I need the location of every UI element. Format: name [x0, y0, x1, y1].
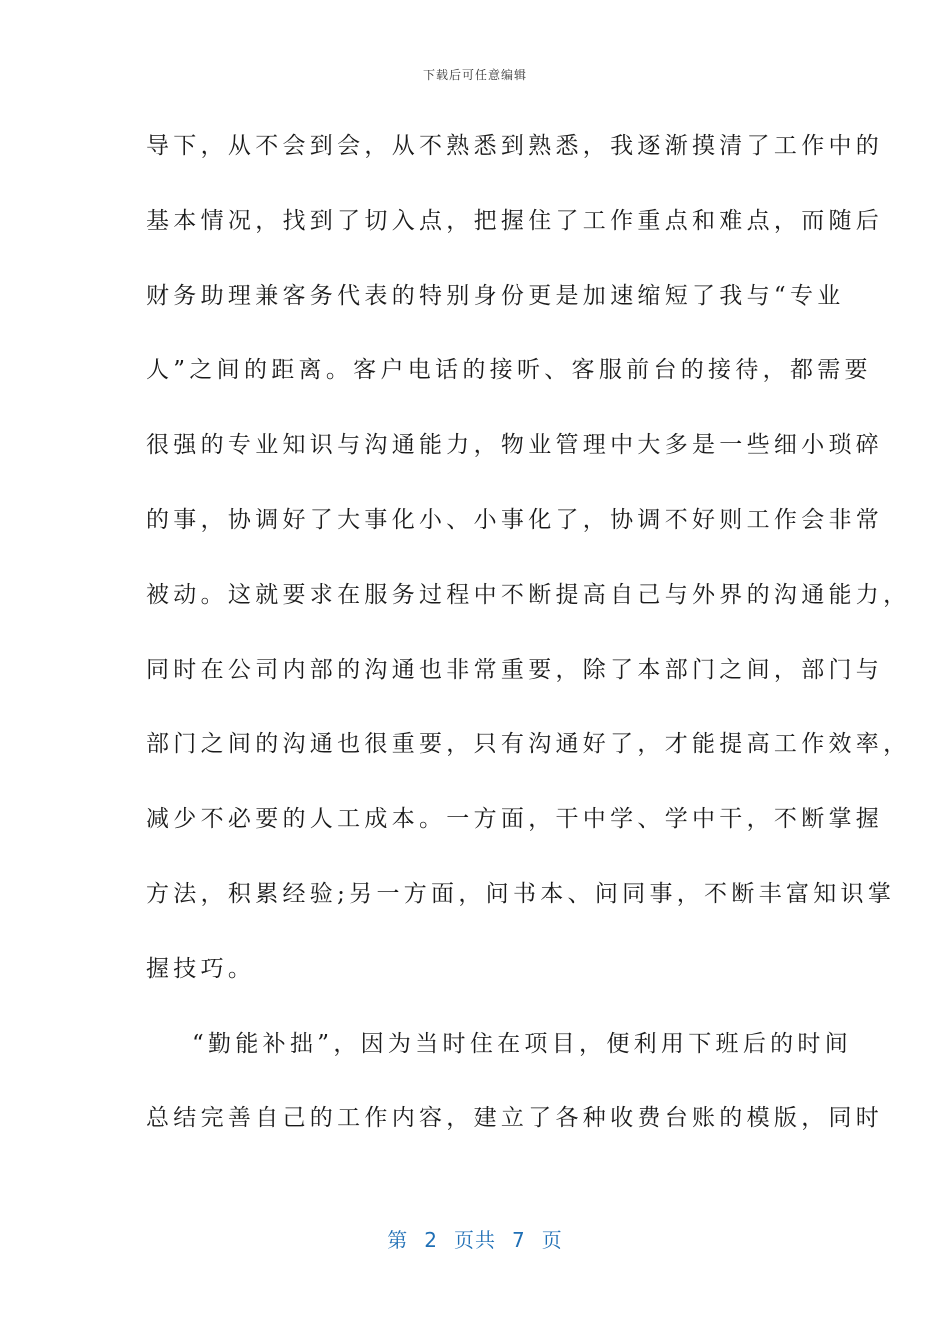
paragraph-line: 被动。这就要求在服务过程中不断提高自己与外界的沟通能力，	[146, 581, 911, 608]
paragraph-line: 很强的专业知识与沟通能力，物业管理中大多是一些细小琐碎	[146, 432, 884, 459]
footer-middle: 页共	[454, 1228, 496, 1252]
paragraph-line: 握技巧。	[146, 955, 256, 982]
paragraph-line-indented: “勤能补拙”，因为当时住在项目，便利用下班后的时间	[192, 1030, 853, 1057]
page-footer	[0, 1224, 950, 1253]
paragraph-line: 基本情况，找到了切入点，把握住了工作重点和难点，而随后	[146, 207, 884, 234]
paragraph-line: 的事，协调好了大事化小、小事化了，协调不好则工作会非常	[146, 506, 884, 533]
paragraph-line: 部门之间的沟通也很重要，只有沟通好了，才能提高工作效率，	[146, 731, 911, 758]
paragraph-line: 同时在公司内部的沟通也非常重要，除了本部门之间，部门与	[146, 656, 884, 683]
paragraph-line: 总结完善自己的工作内容，建立了各种收费台账的模版，同时	[146, 1105, 884, 1132]
document-body	[146, 127, 911, 1174]
paragraph-line: 导下，从不会到会，从不熟悉到熟悉，我逐渐摸清了工作中的	[146, 133, 884, 159]
paragraph-line: 人”之间的距离。客户电话的接听、客服前台的接待，都需要	[146, 357, 872, 384]
footer-suffix: 页	[541, 1228, 563, 1252]
footer-total-pages: 7	[512, 1228, 526, 1252]
footer-prefix: 第	[387, 1228, 409, 1252]
page-header: 下载后可任意编辑	[422, 68, 527, 82]
paragraph-line: 减少不必要的人工成本。一方面，干中学、学中干，不断掌握	[146, 806, 884, 833]
footer-page-number: 2	[424, 1228, 438, 1252]
paragraph-line: 财务助理兼客务代表的特别身份更是加速缩短了我与“专业	[146, 282, 845, 309]
paragraph-line: 方法，积累经验;另一方面，问书本、问同事，不断丰富知识掌	[146, 880, 896, 907]
